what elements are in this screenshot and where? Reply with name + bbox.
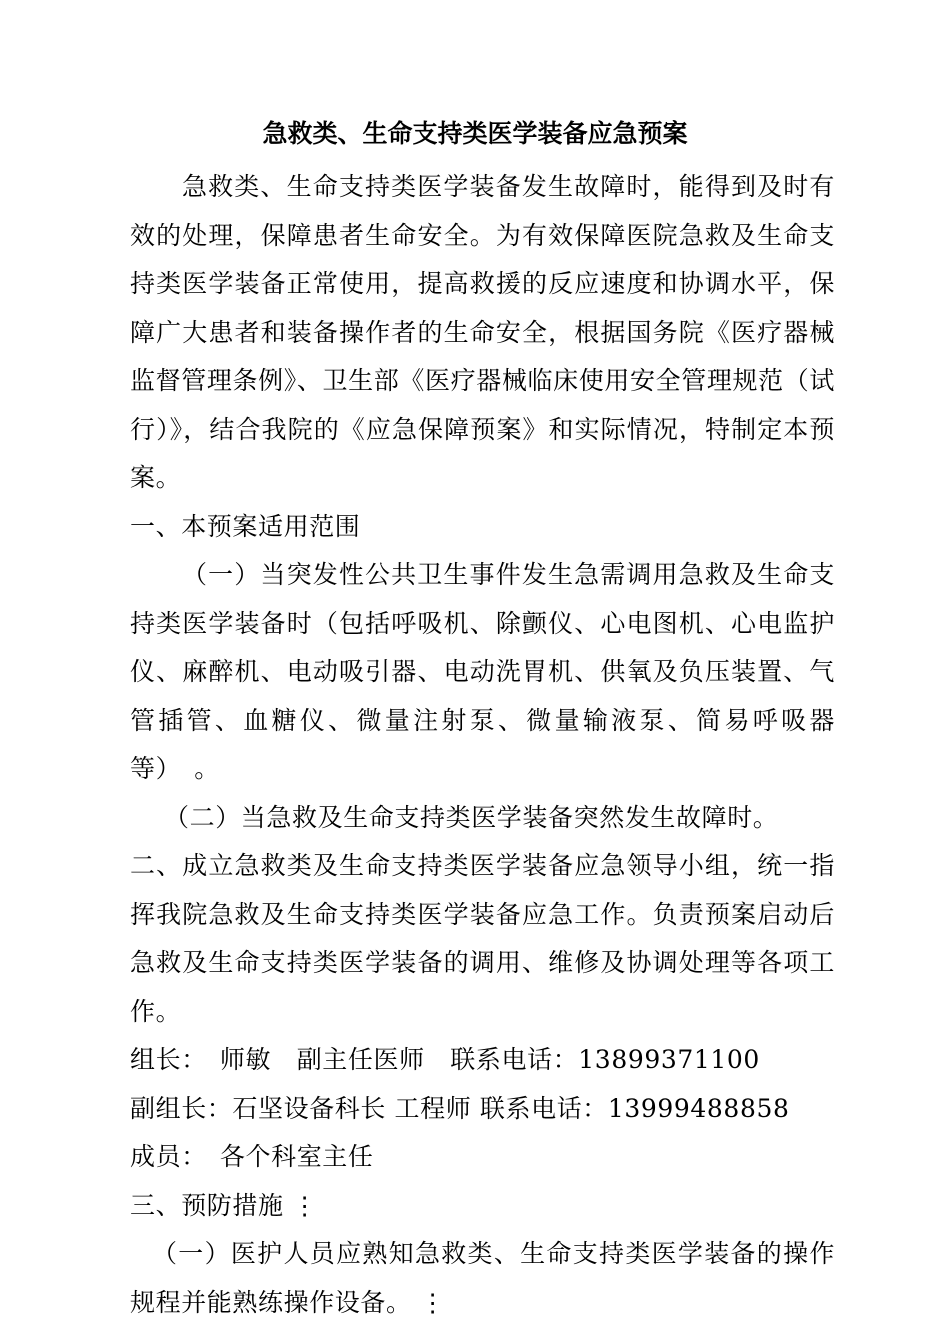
section-1-heading: 一、本预案适用范围 xyxy=(130,511,361,541)
section-3-heading: 三、预防措施 ⋮ xyxy=(130,1190,318,1220)
document-title: 急救类、生命支持类医学装备应急预案 xyxy=(262,119,688,148)
intro-paragraph: 急救类、生命支持类医学装备发生故障时，能得到及时有效的处理，保障患者生命安全。为有效保障医院急救及生命支持类医学装备正常使用，提高救援的反应速度和协调水平，保障广大患者和装备操作者的生命安全，根据国务院《医疗器械监督管理条例》、卫生部《医疗器械临床使用安全管理规范（试行）》，结合我院的《应急保障预案》和实际情况，特制定本预案。 xyxy=(130,172,835,492)
section-1-item-2: （二）当急救及生命支持类医学装备突然发生故障时。 xyxy=(164,802,779,832)
leader-line: 组长： 师敏 副主任医师 联系电话：13899371100 xyxy=(130,1045,760,1074)
members-line: 成员： 各个科室主任 xyxy=(130,1142,374,1171)
section-3-item-1: （一）医护人员应熟知急救类、生命支持类医学装备的操作规程并能熟练操作设备。 ⋮ xyxy=(130,1239,835,1317)
deputy-leader-line: 副组长：石坚设备科长 工程师 联系电话：13999488858 xyxy=(130,1093,790,1123)
section-1-item-1: （一）当突发性公共卫生事件发生急需调用急救及生命支持类医学装备时（包括呼吸机、除颤仪、心电图机、心电监护仪、麻醉机、电动吸引器、电动洗胃机、供氧及负压装置、气管插管、血糖仪、微量注射泵、微量输液泵、简易呼吸器等） 。 xyxy=(130,560,835,783)
section-2-heading: 二、成立急救类及生命支持类医学装备应急领导小组，统一指挥我院急救及生命支持类医学装备应急工作。负责预案启动后急救及生命支持类医学装备的调用、维修及协调处理等各项工作。 xyxy=(130,851,835,1026)
document-body xyxy=(130,163,835,1327)
